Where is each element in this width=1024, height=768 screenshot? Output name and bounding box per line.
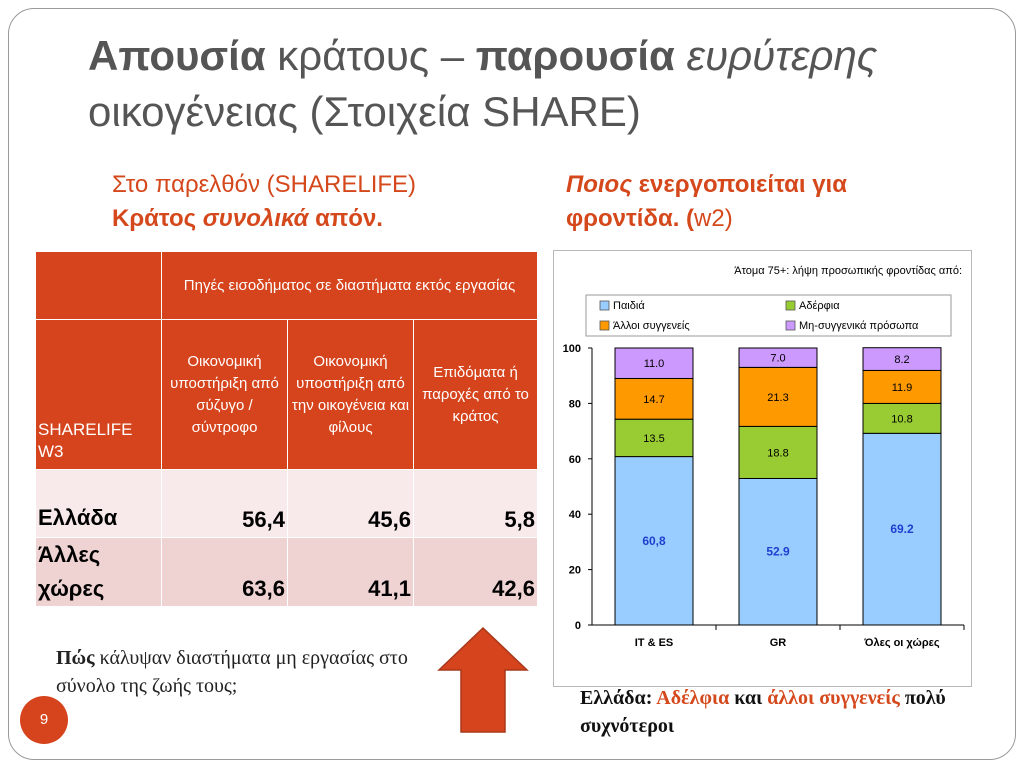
question-text [56,644,416,700]
legend-label: Μη-συγγενικά πρόσωπα [799,320,919,332]
left-subhead-absent: απόν. [308,205,383,232]
legend-label: Αδέρφια [799,300,840,312]
legend-swatch [600,301,609,310]
y-tick-label: 20 [568,564,581,577]
title-state: κράτους – [265,32,476,79]
legend-swatch [786,321,795,330]
question-how: Πώς [56,647,95,669]
right-subhead-wave: w2) [694,205,733,232]
table-cell: 5,8 [414,470,538,538]
conclusion-siblings: Αδέλφια [656,687,730,709]
title-line2: οικογένειας (Στοιχεία SHARE) [88,88,641,135]
table-row-greece [36,470,538,538]
table-corner-cell [36,252,162,320]
right-subhead-activated: ενεργοποιείται για [632,171,847,198]
right-subhead-care: φροντίδα. ( [566,205,695,232]
y-tick-label: 60 [568,453,581,466]
title-wider: ευρύτερης [674,32,878,79]
bar-data-label: 21.3 [767,391,789,404]
table-cell: 41,1 [288,538,414,607]
legend-label: Παιδιά [613,300,645,312]
care-chart-panel [553,250,972,687]
care-stacked-bar-chart [554,251,971,686]
up-arrow-icon [437,626,529,734]
sharelife-label: SHARELIFE W3 [36,320,162,470]
table-row-other-countries [36,538,538,607]
left-subhead-sharelife: SHARELIFE) [274,171,417,198]
conclusion-text [580,684,1000,740]
left-subhead-past: Στο παρελθόν ( [112,171,275,198]
bar-data-label: 11.0 [643,358,665,371]
y-tick-label: 80 [568,398,581,411]
bar-data-label: 60,8 [642,533,666,548]
table-subheader-row [36,320,538,470]
table-cell: 56,4 [162,470,288,538]
left-subheading [112,168,532,236]
title-absence: Απουσία [88,32,266,79]
conclusion-more-often: πολύ συχνότεροι [580,687,946,737]
conclusion-and: και [729,687,768,709]
table-group-header: Πηγές εισοδήματος σε διαστήματα εκτός εργασίας [162,252,538,320]
legend-label: Άλλοι συγγενείς [613,320,690,332]
question-rest: κάλυψαν διαστήματα μη εργασίας στο σύνολο της ζωής τους; [56,647,408,697]
income-table [35,251,538,607]
table-cell: 63,6 [162,538,288,607]
conclusion-greece: Ελλάδα: [580,687,657,709]
bar-data-label: 7.0 [770,352,786,365]
left-subhead-overall: συνολικά [202,205,309,232]
x-tick-label: GR [769,637,787,649]
right-subhead-who: Ποιος [566,171,632,198]
legend-swatch [600,321,609,330]
slide-title [88,28,988,140]
bar-data-label: 13.5 [643,432,665,445]
conclusion-relatives: άλλοι συγγενείς [767,687,900,709]
right-subheading [566,168,966,236]
col-header-spouse: Οικονομική υποστήριξη από σύζυγο / σύντροφο [162,320,288,470]
y-tick-label: 100 [562,343,581,355]
bar-data-label: 10.8 [891,413,913,426]
col-header-family: Οικονομική υποστήριξη από την οικογένεια και φίλους [288,320,414,470]
table-header-row [36,252,538,320]
table-cell: 45,6 [288,470,414,538]
title-presence: παρουσία [475,32,675,79]
bar-data-label: 69.2 [890,522,914,537]
y-tick-label: 0 [574,620,581,632]
page-number: 9 [20,696,68,744]
bar-data-label: 14.7 [643,393,665,406]
left-subhead-state: Κράτος [112,205,203,232]
y-tick-label: 40 [568,509,581,522]
bar-data-label: 52.9 [766,544,790,559]
row-label: Άλλες χώρες [36,538,162,607]
bar-data-label: 8.2 [894,354,910,367]
x-tick-label: Όλες οι χώρες [864,637,940,649]
table-cell: 42,6 [414,538,538,607]
row-label: Ελλάδα [36,470,162,538]
x-tick-label: IT & ES [634,637,674,649]
chart-title: Άτομα 75+: λήψη προσωπικής φροντίδας από: [734,265,962,277]
legend-swatch [786,301,795,310]
bar-data-label: 11.9 [891,381,913,394]
col-header-state: Επιδόματα ή παροχές από το κράτος [414,320,538,470]
bar-data-label: 18.8 [767,447,789,460]
